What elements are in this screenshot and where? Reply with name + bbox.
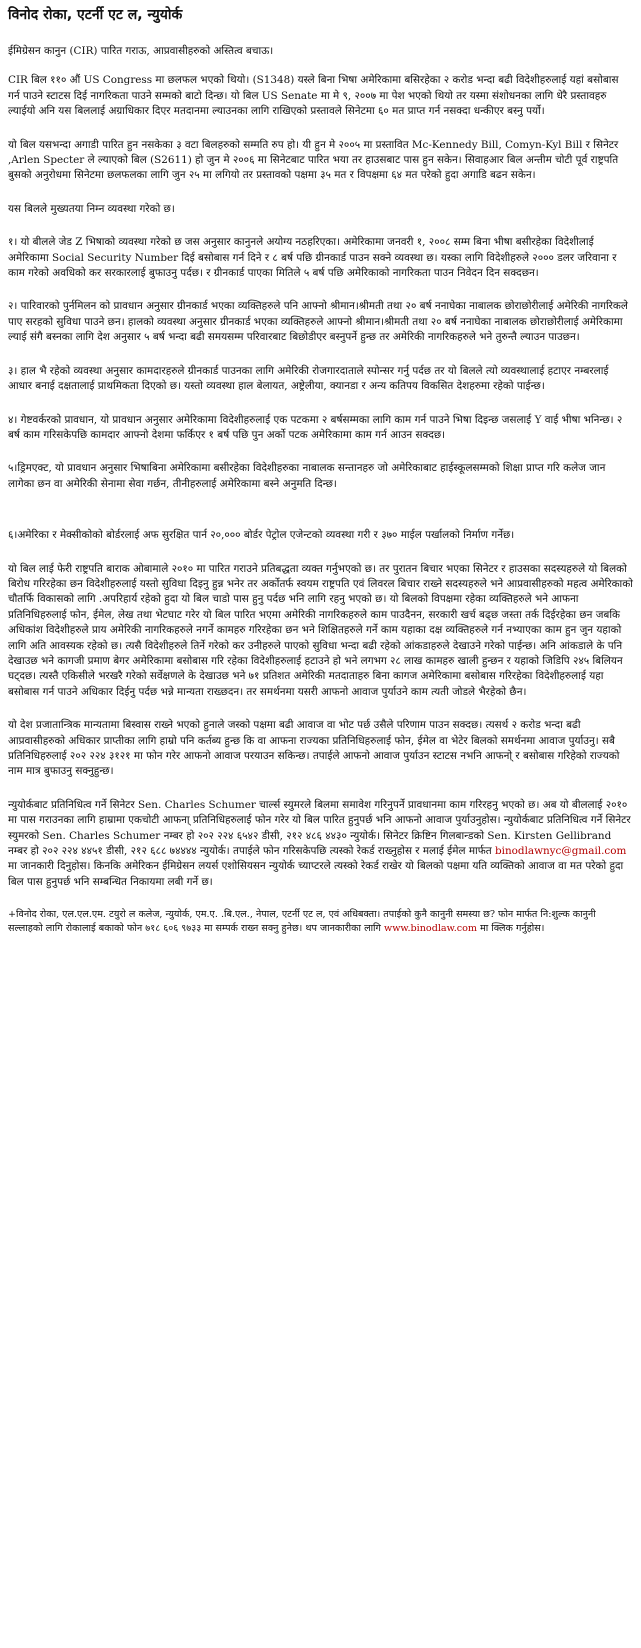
paragraph-guest-worker: ४। गेष्टवर्करको प्रावधान, यो प्रावधान अनुसार अमेरिकामा विदेशीहरुलाई एक पटकमा २ बर्षसम्मका लागि काम गर्न पाउने भिषा दिइन्छ जसलाई Y वाई भीषा भनिन्छ। २ बर्ष काम गरिसकेपछि कामदार आफ्नो देशमा फर्किएर १ बर्ष पछि पुन अर्को पटक अमेरिकामा काम गर्न आउन सक्दछ। [8,413,623,441]
paragraph-senator-contacts [8,798,633,890]
paragraph-border-security: ६।अमेरिका र मेक्सीकोको बोर्डरलाई अफ सुरक्षित पार्न २०,००० बोर्डर पेट्रोल एजेन्टको व्यवस्था गरी र ३७० माईल पर्खालको निर्माण गर्नेछ। [8,529,515,542]
senator-contacts-text-end: मा जानकारी दिनुहोस। किनकि अमेरिकन ईमिग्रेसन लयर्स एशोसियसन न्युयोर्क च्याप्टरले त्यस्को रेकर्ड राखेर यो बिलको पक्षमा यति व्यक्तिको आवाज वा मत परेको हुदा बिल पास हुनुपर्छ भनि सम्बन्धित निकायमा लबी गर्ने छ। [8,860,624,888]
author-bio-text: +विनोद रोका, एल.एल.एम. टयुरो ल कलेज, न्युयोर्क, एम.ए. .बि.एल., नेपाल, एटर्नी एट ल, एवं अधिबक्ता। तपाईको कुनै कानुनी समस्या छ? फोन मार्फत नि:शुल्क कानुनी सल्लाहको लागि रोकालाई बकाको फोन ७१८ ६०६ ९७३३ मा सम्पर्क राख्न सक्नु हुनेछ। थप जानकारीका लागि [8,909,596,935]
paragraph-z-visa: १। यो बीलले जेड Z भिषाको व्यवस्था गरेको छ जस अनुसार कानुनले अयोग्य नठहरिएका। अमेरिकामा जनवरी १, २००८ सम्म बिना भीषा बसीरहेका विदेशीलाई अमेरिकामा Social Security Number दिई बसोबास गर्न दिने र ८ बर्ष पछि ग्रीनकार्ड पाउन सक्ने व्यवस्था छ। यस्का लागि विदेशीहरुले २००० डलर जरिवाना र काम गरेको अवधिको कर सरकारलाई बुफाउनु पर्दछ। र ग्रीनकार्ड पाएका मितिले ५ बर्ष पछि अमेरिकाको नागरिकता पाउन निवेदन दिन सक्दछन। [8,236,617,280]
article-headline: विनोद रोका, एटर्नी एट ल, न्युयोर्क [8,7,183,23]
author-footer [8,908,633,936]
author-bio-text-end: मा क्लिक गर्नुहोस। [477,923,545,935]
paragraph-dream-act: ५।ड्रिमएक्ट, यो प्रावधान अनुसार भिषाबिना अमेरिकामा बसीरहेका विदेशीहरुका नाबालक सन्तानहरु जो अमेरिकाबाट हाईस्कूलसम्मको शिक्षा प्राप्त गरि कलेज जान लागेका छन वा अमेरिकी सेनामा सेवा गर्छन, तीनीहरुलाई अमेरिकामा बस्ने अनुमति दिन्छ। [8,462,606,490]
paragraph-provisions-intro: यस बिलले मुख्यतया निम्न व्यवस्था गरेको छ। [8,202,175,215]
paragraph-previous-bills: यो बिल यसभन्दा अगाडी पारित हुन नसकेका ३ वटा बिलहरुको सम्मति रुप हो। यी हुन मे २००५ मा प्रस्तावित Mc-Kennedy Bill, Comyn-Kyl Bill र सिनेटर ,Arlen Specter ले ल्याएको बिल (S2611) हो जुन मे २००६ मा सिनेटबाट पारित भया तर हाउसबाट पास हुन सकेन। सिवाहआर बिल अन्तीम चोटी पूर्व राष्ट्रपति बुसको अनुरोधमा सिनेटमा छलफलका लागि जुन २५ मा लगियो तर प्रस्तावको पक्षमा ३५ मत र विपक्षमा ६४ मत परेको हुदा अगाडि बढन सकेन। [8,138,619,182]
article-intro: ईमिग्रेसन कानुन (CIR) पारित गराऊ, आप्रवासीहरुको अस्तित्व बचाऊ। [8,45,274,57]
paragraph-points-system: ३। हाल भै रहेको व्यवस्था अनुसार कामदारहरुले ग्रीनकार्ड पाउनका लागि अमेरिकी रोजगारदाताले स्पोन्सर गर्नु पर्दछ तर यो बिलले त्यो व्यवस्थालाई हटाएर नम्बरलाई आधार बनाई दक्षतालाई प्राथमिकता दिएको छ। यस्तो व्यवस्था हाल बेलायत, अष्ट्रेलीया, क्यानडा र अन्य कतिपय विकसित देशहरुमा रहेको पाईन्छ। [8,364,609,393]
paragraph-democracy-call: यो देश प्रजातान्त्रिक मान्यतामा बिस्वास राख्ने भएको हुनाले जस्को पक्षमा बढी आवाज वा भोट पर्छ उसैले परिणाम पाउन सक्दछ। त्यसर्थ २ करोड भन्दा बढी आप्रवासीहरुको अधिकार प्राप्तीका लागि हाम्रो पनि कर्तब्य हुन्छ कि वा आफना राज्यका प्रतिनिधिहरुलाई फोन, ईमेल वा भेटेर बिलको समर्थनमा आवाज पुर्याउनु। सबै प्रतिनिधिहरुलाई २०२ २२४ ३१२१ मा फोन गरेर आफनो आवाज परयाउन सकिन्छ। तपाईले आफनो आवाज पुर्याउन स्टाटस नभनि आफनो् र बसोबास गरिहेको राज्यको नाम मात्र बुफाउनु सक्नुहुन्छ। [8,719,620,778]
email-link[interactable]: binodlawnyc@gmail.com [495,845,627,858]
paragraph-cir-bill: CIR बिल ११० औं US Congress मा छलफल भएको थियो। (S1348) यस्ले बिना भिषा अमेरिकामा बसिरहेका २ करोड भन्दा बढी विदेशीहरुलाई यहां बसोबास गर्न पाउने स्टाटस दिई नागरिकता पाउने सम्मको बाटो दिन्छ। यो बिल US Senate मा मे ९, २००७ मा पेश भएको थियो तर यस्मा संशोधनका लागि धेरै प्रस्तावहरु ल्याईयो अनि यस बिललाई अग्राधिकार दिएर मतदानमा ल्याउनका लागि राखिएको प्रस्तावले सिनेटमा ६० मत प्राप्त गर्न नसक्दा धन्कीएर बस्नु पर्यो। [8,74,619,118]
paragraph-family-reunion: २। पारिवारको पुर्नमिलन को प्रावधान अनुसार ग्रीनकार्ड भएका व्यक्तिहरुले पनि आफ्नो श्रीमान।श्रीमती तथा २० बर्ष ननाघेका नाबालक छोराछोरीलाई अमेरिकी नागरिकले पाए सरहको सुविधा पाउने छन। हालको व्यवस्था अनुसार ग्रीनकार्ड भएका व्यक्तिहरुले आफ्नो श्रीमान।श्रीमती तथा २० बर्ष ननाघेका नाबालक छोराछोरीलाई अमेरिकामा ल्याई संगै बस्नका लागि देश अनुसार ५ बर्ष भन्दा बढी समयसम्म परिवारबाट बिछोडीएर बस्नुपर्ने हुन्छ तर अमेरिकी नागरिकहरुले भने तुरुन्तै ल्याउन पाउछन। [8,300,628,344]
website-link[interactable]: www.binodlaw.com [384,923,478,935]
paragraph-obama-commitment: यो बिल लाई फेरी राष्ट्रपति बाराक ओबामाले २०१० मा पारित गराउने प्रतिबद्धता व्यक्त गर्नुभएको छ। तर पुरातन बिचार भएका सिनेटर र हाउसका सदस्यहरुले यो बिलको बिरोध गरिरहेका छन विदेशीहरुलाई यस्तो सुविधा दिइनु हुन्न भनेर तर अर्कोतर्फ स्वयम राष्ट्रपति एवं लिवरल बिचार राख्ने सदस्यहरुले भने आप्रवासीहरुको महत्व अमेरिकाको चौतर्फि विकासको लागि .अपरिहार्य रहेको हुदा यो बिल चाडो पास हुनु पर्दछ भनि लागि रहनु भएको छ। यो बिलको विपक्षमा रहेका व्यक्तिहरुले भने आफना प्रतिनिधिहरुलाई फोन, ईमेल, लेख तथा भेटघाट गरेर यो बिल पारित भएमा अमेरिकी नागरिकहरुले काम पाउदैनन, सरकारी खर्च बढ्छ जस्ता तर्क दिईरहेका छन जबकि अधिकांश विदेशीहरुले प्राय अमेरिकी नागरिकहरुले नगर्ने कामहरु गरिरहेका छन भने शिक्षितहरुले गर्ने काम यहाका दक्ष व्यक्तिहरुले गर्न नभ्याएका काम हुन जुन यहाको लागि अति आवस्यक रहेको छ। त्यसै विदेशीहरुले तिर्ने गरेको कर उनीहरुले पाएको सुविधा भन्दा बढी रहेको आंकडाहरुले देखाउने गरेको पाईन्छ। अनि आंकडाले के पनि देखाउछ भने कागजी प्रमाण बेगर अमेरिकामा बसोबास गरि रहेका विदेशीहरुलाई हटाउने हो भने लगभग २८ लाख कामहरु खाली हुन्छन र यहाको जिडिपि २४५ बिलियन घट्दछ। त्यस्तै एकिसीले भरखरै गरेको सर्वेक्षणले के देखाउछ भने ७१ प्रतिशत अमेरिकी मतदाताहरु बिना कागज अमेरिकामा बसोबास गरिरहेका विदेशीहरुलाई यहा बसोबास गर्न पाउने अधिकार दिईनु पर्दछ भन्ने मान्यता राख्छदन। तर समर्थनमा यसरी आफनो आवाज पुर्याउने काम त्यती जोडले भैरहेको छैन। [8,562,633,698]
senator-contacts-text: न्युयोर्कबाट प्रतिनिधित्व गर्ने सिनेटर Sen. Charles Schumer चार्ल्स स्युमरले बिलमा समावेश गरिनुपर्ने प्रावधानमा काम गरिरहनु भएको छ। अब यो बीललाई २०१० मा पास गराउनका लागि हाम्रामा एकचोटी आफना् प्रतिनिधिहरुलाई फोन गरेर यो बिल पारित हुनुपर्छ भनि आफनो आवाज पुर्याउनुहोस। न्युयोर्कबाट प्रतिनिधित्व गर्ने सिनेटर स्युमरको Sen. Charles Schumer नम्बर हो २०२ २२४ ६५४२ डीसी, २१२ ४८६ ४४३० न्युयोर्क। सिनेटर क्रिष्टिन गिलबान्डको Sen. Kirsten Gellibrand नम्बर हो २०२ २२४ ४४५१ डीसी, २१२ ६८८ ७४४४४ न्युयोर्क। तपाईले फोन गरिसकेपछि त्यस्को रेकर्ड राख्नुहोस र मलाई ईमेल मार्फत [8,798,631,858]
